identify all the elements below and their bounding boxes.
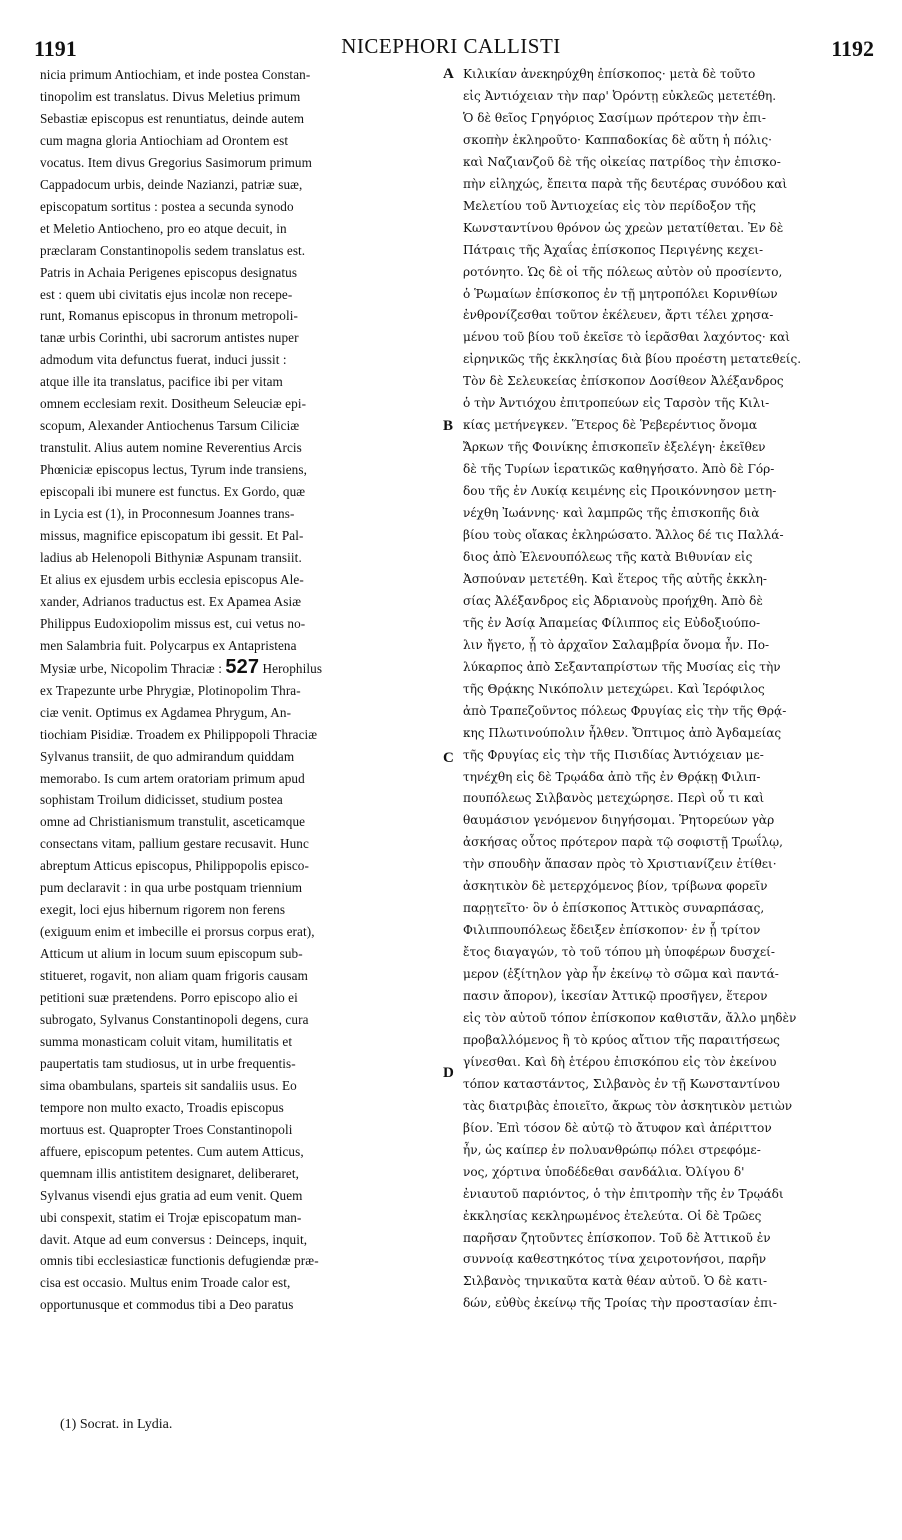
greek-line: λιν ἤγετο, ᾗ τὸ ἀρχαῖον Σαλαμβρία ὄνομα ἦν. Πο-: [463, 637, 770, 652]
greek-line: τὴν σπουδὴν ἅπασαν πρὸς τὸ Χριστιανίζειν ἐτίθει·: [463, 857, 777, 872]
latin-line: omnis tibi ecclesiasticæ functionis defugiendæ præ-: [40, 1253, 319, 1269]
column-number: 527: [225, 656, 260, 678]
greek-line: ἐνθρονίζεσθαι τοῦτον ἐκέλευεν, ἄρτι τέλει χρησα-: [463, 308, 774, 323]
latin-line: ladius ab Helenopoli Bithyniæ Aspunam transiit.: [40, 549, 302, 565]
greek-line: τὰς διατριβὰς ἐποιεῖτο, ἄκρως τὸν ἀσκητικὸν μετιὼν: [463, 1098, 793, 1113]
greek-line: νος, χόρτινα ὑποδέδεθαι σανδάλια. Ὀλίγου δ': [463, 1164, 745, 1179]
latin-line: xander, Adrianos traductus est. Ex Apamea Asiæ: [40, 593, 302, 609]
latin-line: Philippus Eudoxiopolim missus est, cui vetus no-: [40, 615, 306, 631]
latin-line: sima obambulans, sparteis sit sandaliis usus. Eo: [40, 1077, 297, 1093]
latin-line: omnem ecclesiam rexit. Dositheum Seleuciæ epi-: [40, 396, 307, 412]
greek-line: παρῆσαν ζητοῦντες ἐπίσκοπον. Τοῦ δὲ Ἀττικοῦ ἐν: [463, 1230, 771, 1245]
latin-line: summa monasticam coluit vitam, humilitatis et: [40, 1033, 293, 1049]
greek-line: πουπόλεως Σιλβανὸς μετεχώρησε. Περὶ οὗ τι καὶ: [463, 791, 765, 806]
latin-line: tinopolim est translatus. Divus Meletius primum: [40, 88, 301, 104]
latin-line: exegit, loci ejus hibernum rigorem non ferens: [40, 902, 286, 918]
latin-line: scopum, Alexander Antiochenus Tarsum Ciliciæ: [40, 418, 300, 434]
section-marker-a: A: [443, 66, 454, 82]
greek-line: Πάτραις τῆς Ἀχαΐας ἐπίσκοπος Περιγένης κεχει-: [463, 242, 764, 257]
latin-line: tanæ urbis Corinthi, ubi sacrorum antistes nuper: [40, 330, 299, 346]
latin-line: ubi conspexit, statim ei Trojæ episcopatum man-: [40, 1209, 302, 1225]
greek-line: Σιλβανὸς τηνικαῦτα κατὰ θέαν αὐτοῦ. Ὁ δὲ κατι-: [463, 1274, 768, 1289]
greek-line: δου τῆς ἐν Λυκίᾳ κειμένης εἰς Προικόννησον μετη-: [463, 484, 777, 499]
greek-line: Φιλιππουπόλεως ἔδειξεν ἐπίσκοπον· ἐν ᾗ τρίτον: [463, 923, 761, 938]
greek-line: τῆς ἐν Ἀσίᾳ Ἀπαμείας Φίλιππος εἰς Εὐδοξιούπο-: [463, 615, 761, 630]
latin-line: Sylvanus transiit, de quo admirandum quiddam: [40, 748, 295, 764]
greek-line: ἀσκήσας οὗτος πρότερον παρὰ τῷ σοφιστῇ Τρωΐλῳ,: [463, 835, 783, 850]
greek-line: Κωνσταντίνου θρόνον ὡς χρεὼν μετατίθεται. Ἐν δὲ: [463, 220, 784, 235]
latin-line: in Lycia est (1), in Proconnesum Joannes trans-: [40, 506, 295, 522]
latin-line: Mysiæ urbe, Nicopolim Thraciæ : 527 Herophilus: [40, 656, 323, 678]
latin-line: Cappadocum urbis, deinde Nazianzi, patriæ suæ,: [40, 176, 303, 192]
greek-line: λύκαρπος ἀπὸ Σεξανταπρίστων τῆς Μυσίας εἰς τὴν: [463, 659, 781, 674]
greek-line: παρῃτεῖτο· ὃν ὁ ἐπίσκοπος Ἀττικὸς συναρπάσας,: [463, 901, 765, 916]
latin-line: Sebastiæ episcopus est renuntiatus, deinde autem: [40, 110, 305, 126]
greek-line: προβαλλόμενος ἢ τὸ κρύος αἴτιον τῆς παραιτήσεως: [463, 1032, 780, 1047]
greek-column: [463, 64, 878, 1315]
latin-line: episcopatum sortitus : postea a secunda synodo: [40, 198, 294, 214]
latin-line: sophistam Troilum didicisset, studium postea: [40, 792, 283, 808]
greek-line: τῆς Φρυγίας εἰς τὴν τῆς Πισιδίας Ἀντιόχειαν με-: [463, 747, 764, 762]
greek-line: Ὁ δὲ θεῖος Γρηγόριος Σασίμων πρότερον τὴν ἐπι-: [463, 110, 766, 125]
greek-line: καὶ Ναζιανζοῦ δὲ τῆς οἰκείας πατρίδος τὴν ἐπισκο-: [463, 154, 781, 169]
latin-line: cisa est occasio. Multus enim Troade calor est,: [40, 1275, 291, 1291]
greek-line: ἀπὸ Τραπεζοῦντος πόλεως Φρυγίας εἰς τὴν τῆς Θρᾴ-: [463, 703, 787, 718]
latin-line: Phœniciæ episcopus lectus, Tyrum inde transiens,: [40, 462, 307, 478]
latin-line: runt, Romanus episcopus in thronum metropoli-: [40, 308, 298, 324]
latin-line: nicia primum Antiochiam, et inde postea Constan-: [40, 67, 311, 82]
latin-line: est : quem ubi civitatis ejus incolæ non recepe-: [40, 286, 293, 302]
greek-line: κίας μετήνεγκεν. Ἕτερος δὲ Ῥεβερέντιος ὄνομα: [463, 418, 758, 433]
latin-line: affuere, episcopum petentes. Cum autem Atticus,: [40, 1143, 304, 1159]
latin-line: consectans vitam, pallium gestare recusavit. Hunc: [40, 836, 309, 852]
greek-line: εἰς τὸν αὐτοῦ τόπον ἐπίσκοπον καθιστᾶν, ἄλλο μηδὲν: [463, 1010, 797, 1025]
greek-line: πὴν εἰληχώς, ἔπειτα παρὰ τῆς δευτέρας συνόδου καὶ: [463, 176, 788, 191]
latin-line: missus, magnifice episcopatum ibi gessit. Et Pal-: [40, 528, 304, 544]
page-number-right: 1192: [831, 36, 874, 61]
greek-line: ἔτος διαγαγών, τὸ τοῦ τόπου μὴ ὑποφέρων δυσχεί-: [463, 945, 775, 960]
greek-line: νέχθη Ἰωάννης· καὶ λαμπρῶς τῆς ἐπισκοπῆς διὰ: [463, 506, 760, 521]
latin-line: admodum vita defunctus fuerat, induci jussit :: [40, 352, 287, 368]
latin-line: mortuus est. Quapropter Troes Constantinopoli: [40, 1121, 293, 1137]
latin-line: tiochiam Pisidiæ. Troadem ex Philippopoli Thraciæ: [40, 726, 318, 742]
latin-column: [40, 64, 440, 1316]
greek-line: ἦν, ὡς καίπερ ἐν πολυανθρώπῳ πόλει στρεφόμε-: [463, 1142, 761, 1157]
greek-line: σκοπὴν ἐκληροῦτο· Καππαδοκίας δὲ αὕτη ἡ πόλις·: [463, 132, 773, 147]
running-title: NICEPHORI CALLISTI: [341, 34, 561, 58]
latin-line: vocatus. Item divus Gregorius Sasimorum primum: [40, 154, 312, 170]
greek-line: σίας Ἀλέξανδρος εἰς Ἀδριανοὺς προήχθη. Ἀπὸ δὲ: [463, 593, 763, 608]
greek-line: τόπον καταστάντος, Σιλβανὸς ἐν τῇ Κωνσταντίνου: [463, 1076, 780, 1091]
latin-line: omne ad Christianismum transtulit, asceticamque: [40, 814, 306, 830]
greek-line: μερον (ἐξίτηλον γὰρ ἦν ἐκείνῳ τὸ σῶμα καὶ παντά-: [463, 967, 779, 982]
latin-line: petitioni suæ prætendens. Porro episcopo alio ei: [40, 990, 298, 1006]
section-marker-c: C: [443, 750, 454, 766]
latin-line: stitueret, rogavit, non aliam quam frigoris causam: [40, 968, 308, 984]
latin-line: (exiguum enim et imbecille ei prorsus corpus erat),: [40, 924, 315, 940]
greek-line: ἀσκητικὸν δὲ μετερχόμενος βίον, τρίβωνα φορεῖν: [463, 879, 768, 894]
footnote: (1) Socrat. in Lydia.: [60, 1417, 173, 1432]
latin-line: opportunusque et commodus tibi a Deo paratus: [40, 1297, 294, 1313]
greek-line: Ἄρκων τῆς Φοινίκης ἐπισκοπεῖν ἐξελέγη· ἐκεῖθεν: [463, 440, 766, 455]
latin-line: memorabo. Is cum artem oratoriam primum apud: [40, 770, 305, 786]
greek-line: Κιλικίαν ἀνεκηρύχθη ἐπίσκοπος· μετὰ δὲ τοῦτο: [463, 67, 756, 81]
greek-line: τῆς Θρᾴκης Νικόπολιν μετεχώρει. Καὶ Ἱερόφιλος: [463, 681, 765, 696]
latin-line: et Meletio Antiocheno, pro eo atque decuit, in: [40, 220, 287, 236]
latin-line: Atticum ut alium in locum suum episcopum sub-: [40, 946, 303, 962]
greek-line: εἰρηνικῶς τῆς ἐκκλησίας διὰ βίου προέστη μετατεθείς.: [463, 352, 802, 367]
latin-line: pum declaravit : in qua urbe postquam triennium: [40, 880, 303, 896]
latin-line: Sylvanus visendi ejus gratia ad eum venit. Quem: [40, 1187, 303, 1203]
latin-line: ciæ venit. Optimus ex Agdamea Phrygum, An-: [40, 704, 292, 720]
greek-line: ὁ Ῥωμαίων ἐπίσκοπος ἐν τῇ μητροπόλει Κορινθίων: [463, 286, 778, 301]
greek-line: ἐκκλησίας κεκληρωμένος ἐτελεύτα. Οἱ δὲ Τρῶες: [463, 1208, 762, 1223]
greek-line: δών, εὐθὺς ἐκείνῳ τῆς Τροίας τὴν προστασίαν ἐπι-: [463, 1296, 777, 1311]
greek-line: διος ἀπὸ Ἑλενουπόλεως τῆς κατὰ Βιθυνίαν εἰς: [463, 549, 753, 564]
greek-line: γίνεσθαι. Καὶ δὴ ἑτέρου ἐπισκόπου εἰς τὸν ἐκείνου: [463, 1054, 777, 1069]
greek-line: βίου τοὺς οἴακας ἐκληρώσατο. Ἄλλος δέ τις Παλλά-: [463, 528, 784, 543]
greek-line: θαυμάσιον γενόμενον διηγήσομαι. Ῥητορεύων γὰρ: [463, 813, 775, 828]
page-number-left: 1191: [34, 36, 77, 61]
greek-line: εἰς Ἀντιόχειαν τὴν παρ' Ὀρόντῃ εὐκλεῶς μετετέθη.: [463, 88, 777, 103]
latin-line: episcopali ibi munere est functus. Ex Gordo, quæ: [40, 484, 306, 500]
section-marker-d: D: [443, 1065, 454, 1081]
latin-line: paupertatis tam studiosus, ut in urbe frequentis-: [40, 1055, 296, 1071]
latin-line: cum magna gloria Antiochiam ad Orontem est: [40, 132, 289, 148]
greek-line: δὲ τῆς Τυρίων ἱερατικῶς καθηγήσατο. Ἀπὸ δὲ Γόρ-: [463, 462, 775, 477]
greek-line: Μελετίου τοῦ Ἀντιοχείας εἰς τὸν περίδοξον τῆς: [463, 198, 756, 213]
latin-line: subrogato, Sylvanus Constantinopoli degens, cura: [40, 1011, 309, 1027]
greek-line: κης Πλωτινούπολιν ἦλθεν. Ὄπτιμος ἀπὸ Ἀγδαμείας: [463, 725, 782, 740]
greek-line: ροτόνητο. Ὡς δὲ οἱ τῆς πόλεως αὐτὸν οὐ προσίεντο,: [463, 264, 783, 279]
greek-line: ἐνιαυτοῦ παριόντος, ὁ τὴν ἐπιτροπὴν τῆς ἐν Τρῳάδι: [463, 1186, 784, 1201]
greek-line: μένου τοῦ βίου τοῦ ἐκεῖσε τὸ ἱερᾶσθαι λαχόντος· καὶ: [463, 330, 791, 345]
latin-line: Patris in Achaia Perigenes episcopus designatus: [40, 264, 298, 280]
greek-line: Ἀσπούναν μετετέθη. Καὶ ἕτερος τῆς αὐτῆς ἐκκλη-: [463, 571, 768, 586]
greek-line: συννοίᾳ καθεστηκότος τίνα χειροτονήσοι, παρῆν: [463, 1252, 767, 1267]
greek-line: Τὸν δὲ Σελευκείας ἐπίσκοπον Δοσίθεον Ἀλέξανδρος: [463, 374, 784, 389]
greek-line: ὁ τὴν Ἀντιόχου ἐπιτροπεύων εἰς Ταρσὸν τῆς Κιλι-: [463, 396, 770, 411]
latin-line: tempore non multo exacto, Troadis episcopus: [40, 1099, 284, 1115]
latin-line: davit. Atque ad eum conversus : Deinceps, inquit,: [40, 1231, 308, 1247]
latin-line: Et alius ex ejusdem urbis ecclesia episcopus Ale-: [40, 571, 304, 587]
latin-line: ex Trapezunte urbe Phrygiæ, Plotinopolim Thra-: [40, 682, 301, 698]
latin-line: abreptum Atticus episcopus, Philippopolis episco-: [40, 858, 309, 874]
latin-line: quemnam illis antistitem designaret, deliberaret,: [40, 1165, 300, 1181]
latin-line: præclaram Constantinopolis sedem translatus est.: [40, 242, 306, 258]
latin-line: men Salambria fuit. Polycarpus ex Antapristena: [40, 637, 297, 653]
greek-line: τηνέχθη εἰς δὲ Τρῳάδα ἀπὸ τῆς ἐν Θρᾴκῃ Φιλιπ-: [463, 769, 761, 784]
latin-line: atque ille ita translatus, pacifice ibi per vitam: [40, 374, 283, 390]
latin-line: transtulit. Alius autem nomine Reverentius Arcis: [40, 440, 302, 456]
greek-line: βίον. Ἐπὶ τόσον δὲ αὐτῷ τὸ ἄτυφον καὶ ἀπέριττον: [463, 1120, 772, 1135]
section-marker-b: B: [443, 418, 454, 434]
greek-line: πασιν ἄπορον), ἱκεσίαν Ἀττικῷ προσῆγεν, ἕτερον: [463, 989, 768, 1004]
